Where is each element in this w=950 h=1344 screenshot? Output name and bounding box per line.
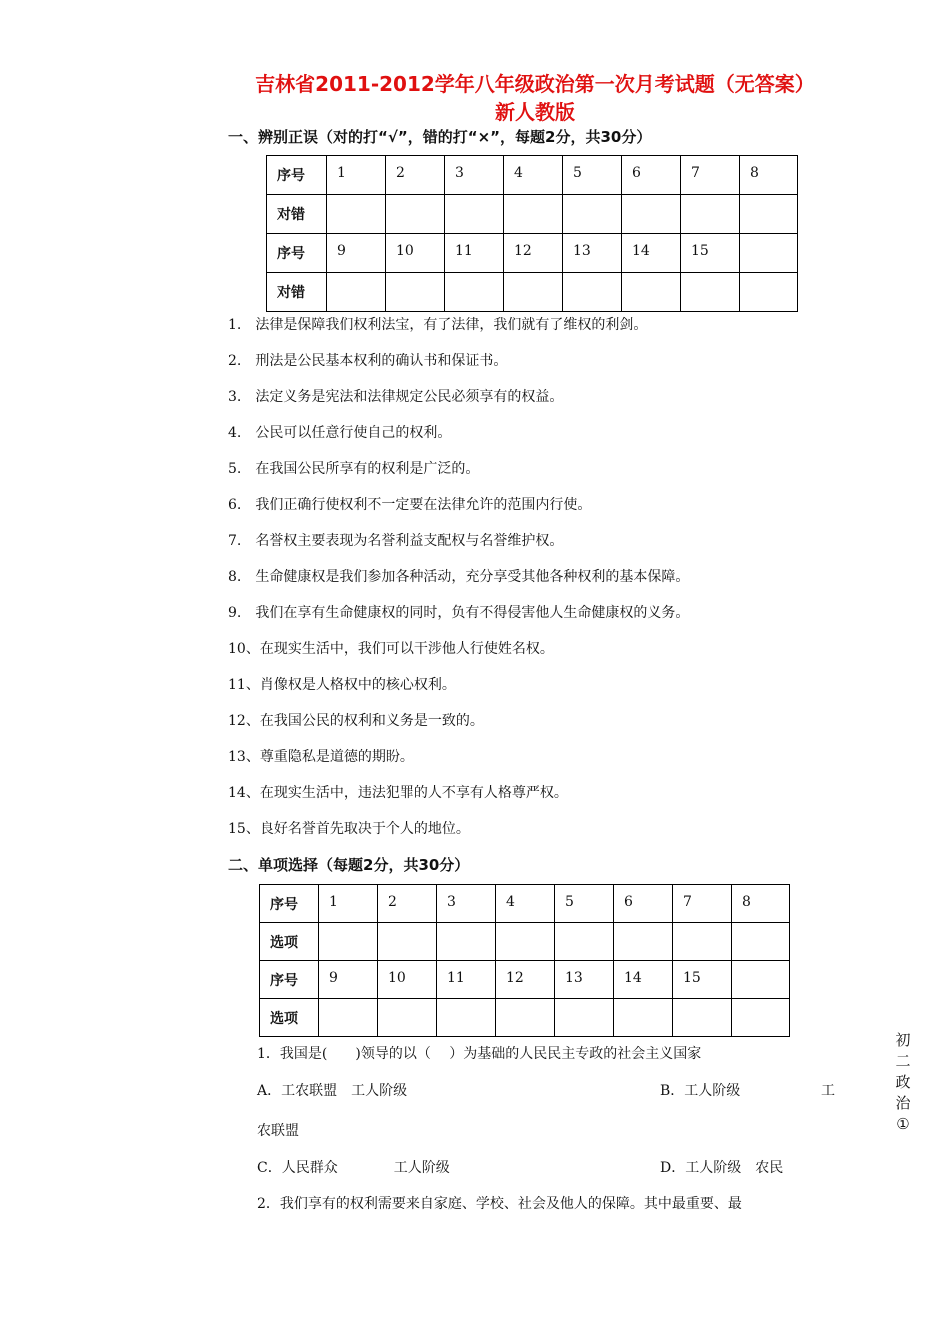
table-row xyxy=(260,961,790,999)
table-cell[interactable] xyxy=(740,195,798,234)
exam-subtitle: 新人教版 xyxy=(495,100,575,124)
truefalse-question: 7. 名誉权主要表现为名誉利益支配权与名誉维护权。 xyxy=(228,533,564,549)
table-cell[interactable] xyxy=(732,923,790,961)
table-cell[interactable]: 5 xyxy=(563,156,622,195)
table-cell[interactable] xyxy=(563,273,622,312)
choice-question-1-stem: 1．我国是( )领导的以（ ）为基础的人民民主专政的社会主义国家 xyxy=(257,1046,702,1062)
side-label-char: 治 xyxy=(895,1094,911,1112)
section2-heading: 二、单项选择（每题2分，共30分） xyxy=(228,856,470,874)
choice-question-1-option-a: A．工农联盟 工人阶级 xyxy=(257,1083,408,1099)
table-cell[interactable]: 14 xyxy=(614,961,673,999)
table-row xyxy=(267,156,798,195)
truefalse-question: 8. 生命健康权是我们参加各种活动，充分享受其他各种权利的基本保障。 xyxy=(228,569,690,585)
answer-table-choice xyxy=(259,884,790,1037)
table-cell[interactable]: 11 xyxy=(445,234,504,273)
truefalse-question: 1. 法律是保障我们权利法宝，有了法律，我们就有了维权的利剑。 xyxy=(228,317,648,333)
table-cell[interactable] xyxy=(327,195,386,234)
table-cell[interactable]: 11 xyxy=(437,961,496,999)
side-label-char: 初 xyxy=(895,1031,911,1049)
choice-question-1-option-c: C．人民群众 工人阶级 xyxy=(257,1160,450,1176)
choice-question-1-option-b-wrap: 农联盟 xyxy=(257,1123,299,1139)
table-cell[interactable] xyxy=(319,923,378,961)
table-cell[interactable]: 2 xyxy=(386,156,445,195)
table-cell[interactable]: 8 xyxy=(732,885,790,923)
truefalse-question: 14、在现实生活中，违法犯罪的人不享有人格尊严权。 xyxy=(228,785,568,801)
table-cell[interactable]: 14 xyxy=(622,234,681,273)
table-cell[interactable]: 15 xyxy=(673,961,732,999)
side-label xyxy=(893,1030,913,1135)
table-cell[interactable] xyxy=(378,999,437,1037)
table-row-header: 序号 xyxy=(267,156,327,195)
answer-table-truefalse xyxy=(266,155,798,312)
table-cell[interactable] xyxy=(496,923,555,961)
choice-question-1-option-b: B．工人阶级 xyxy=(660,1083,741,1099)
table-cell[interactable]: 4 xyxy=(496,885,555,923)
truefalse-question: 3. 法定义务是宪法和法律规定公民必须享有的权益。 xyxy=(228,389,564,405)
truefalse-question: 9. 我们在享有生命健康权的同时，负有不得侵害他人生命健康权的义务。 xyxy=(228,605,690,621)
table-cell[interactable] xyxy=(681,273,740,312)
table-cell[interactable] xyxy=(622,195,681,234)
table-cell[interactable]: 8 xyxy=(740,156,798,195)
table-cell[interactable] xyxy=(740,234,798,273)
table-cell[interactable]: 1 xyxy=(327,156,386,195)
table-cell[interactable]: 15 xyxy=(681,234,740,273)
choice-question-2-stem: 2．我们享有的权利需要来自家庭、学校、社会及他人的保障。其中最重要、最 xyxy=(257,1196,742,1212)
table-cell[interactable]: 6 xyxy=(614,885,673,923)
table-row-header: 序号 xyxy=(260,961,319,999)
table-cell[interactable] xyxy=(319,999,378,1037)
table-cell[interactable]: 9 xyxy=(327,234,386,273)
truefalse-question: 2. 刑法是公民基本权利的确认书和保证书。 xyxy=(228,353,508,369)
table-row-header: 对错 xyxy=(267,195,327,234)
truefalse-question: 15、良好名誉首先取决于个人的地位。 xyxy=(228,821,470,837)
table-row xyxy=(267,195,798,234)
truefalse-question: 12、在我国公民的权利和义务是一致的。 xyxy=(228,713,484,729)
table-cell[interactable]: 5 xyxy=(555,885,614,923)
side-label-char: 二 xyxy=(895,1052,911,1070)
table-cell[interactable] xyxy=(622,273,681,312)
table-cell[interactable]: 4 xyxy=(504,156,563,195)
table-cell[interactable]: 10 xyxy=(378,961,437,999)
choice-question-1-option-b-tail: 工 xyxy=(821,1083,835,1099)
table-cell[interactable]: 13 xyxy=(563,234,622,273)
table-cell[interactable] xyxy=(555,999,614,1037)
table-cell[interactable] xyxy=(437,999,496,1037)
table-cell[interactable]: 1 xyxy=(319,885,378,923)
table-cell[interactable] xyxy=(681,195,740,234)
table-cell[interactable]: 9 xyxy=(319,961,378,999)
choice-question-1-option-d: D．工人阶级 农民 xyxy=(660,1160,784,1176)
table-cell[interactable] xyxy=(614,923,673,961)
table-cell[interactable] xyxy=(386,273,445,312)
table-row-header: 选项 xyxy=(260,999,319,1037)
table-cell[interactable]: 3 xyxy=(437,885,496,923)
table-row xyxy=(260,923,790,961)
table-row xyxy=(267,273,798,312)
table-cell[interactable] xyxy=(563,195,622,234)
table-cell[interactable] xyxy=(437,923,496,961)
table-cell[interactable] xyxy=(445,195,504,234)
table-cell[interactable]: 7 xyxy=(681,156,740,195)
table-cell[interactable]: 2 xyxy=(378,885,437,923)
table-row-header: 选项 xyxy=(260,923,319,961)
section1-heading: 一、辨别正误（对的打“√”，错的打“×”，每题2分，共30分） xyxy=(228,128,652,146)
table-cell[interactable] xyxy=(673,999,732,1037)
table-cell[interactable] xyxy=(740,273,798,312)
side-label-char: ① xyxy=(896,1115,910,1133)
truefalse-question: 10、在现实生活中，我们可以干涉他人行使姓名权。 xyxy=(228,641,554,657)
truefalse-question: 4. 公民可以任意行使自己的权利。 xyxy=(228,425,452,441)
table-cell[interactable]: 12 xyxy=(496,961,555,999)
table-cell[interactable] xyxy=(496,999,555,1037)
table-cell[interactable] xyxy=(614,999,673,1037)
truefalse-question: 13、尊重隐私是道德的期盼。 xyxy=(228,749,414,765)
side-label-char: 政 xyxy=(895,1073,911,1091)
table-cell[interactable]: 13 xyxy=(555,961,614,999)
table-row-header: 对错 xyxy=(267,273,327,312)
table-row xyxy=(260,885,790,923)
table-cell[interactable]: 3 xyxy=(445,156,504,195)
truefalse-question: 5. 在我国公民所享有的权利是广泛的。 xyxy=(228,461,480,477)
table-cell[interactable]: 10 xyxy=(386,234,445,273)
table-cell[interactable] xyxy=(504,273,563,312)
table-cell[interactable]: 7 xyxy=(673,885,732,923)
truefalse-question: 6. 我们正确行使权利不一定要在法律允许的范围内行使。 xyxy=(228,497,592,513)
table-cell[interactable] xyxy=(386,195,445,234)
table-cell[interactable]: 12 xyxy=(504,234,563,273)
table-cell[interactable]: 6 xyxy=(622,156,681,195)
truefalse-question: 11、肖像权是人格权中的核心权利。 xyxy=(228,677,456,693)
table-row xyxy=(267,234,798,273)
table-cell[interactable] xyxy=(327,273,386,312)
table-cell[interactable] xyxy=(732,961,790,999)
table-row xyxy=(260,999,790,1037)
table-cell[interactable] xyxy=(555,923,614,961)
table-cell[interactable] xyxy=(445,273,504,312)
exam-title: 吉林省2011-2012学年八年级政治第一次月考试题（无答案） xyxy=(255,72,815,96)
table-cell[interactable] xyxy=(732,999,790,1037)
table-cell[interactable] xyxy=(378,923,437,961)
table-cell[interactable] xyxy=(673,923,732,961)
table-cell[interactable] xyxy=(504,195,563,234)
table-row-header: 序号 xyxy=(267,234,327,273)
table-row-header: 序号 xyxy=(260,885,319,923)
